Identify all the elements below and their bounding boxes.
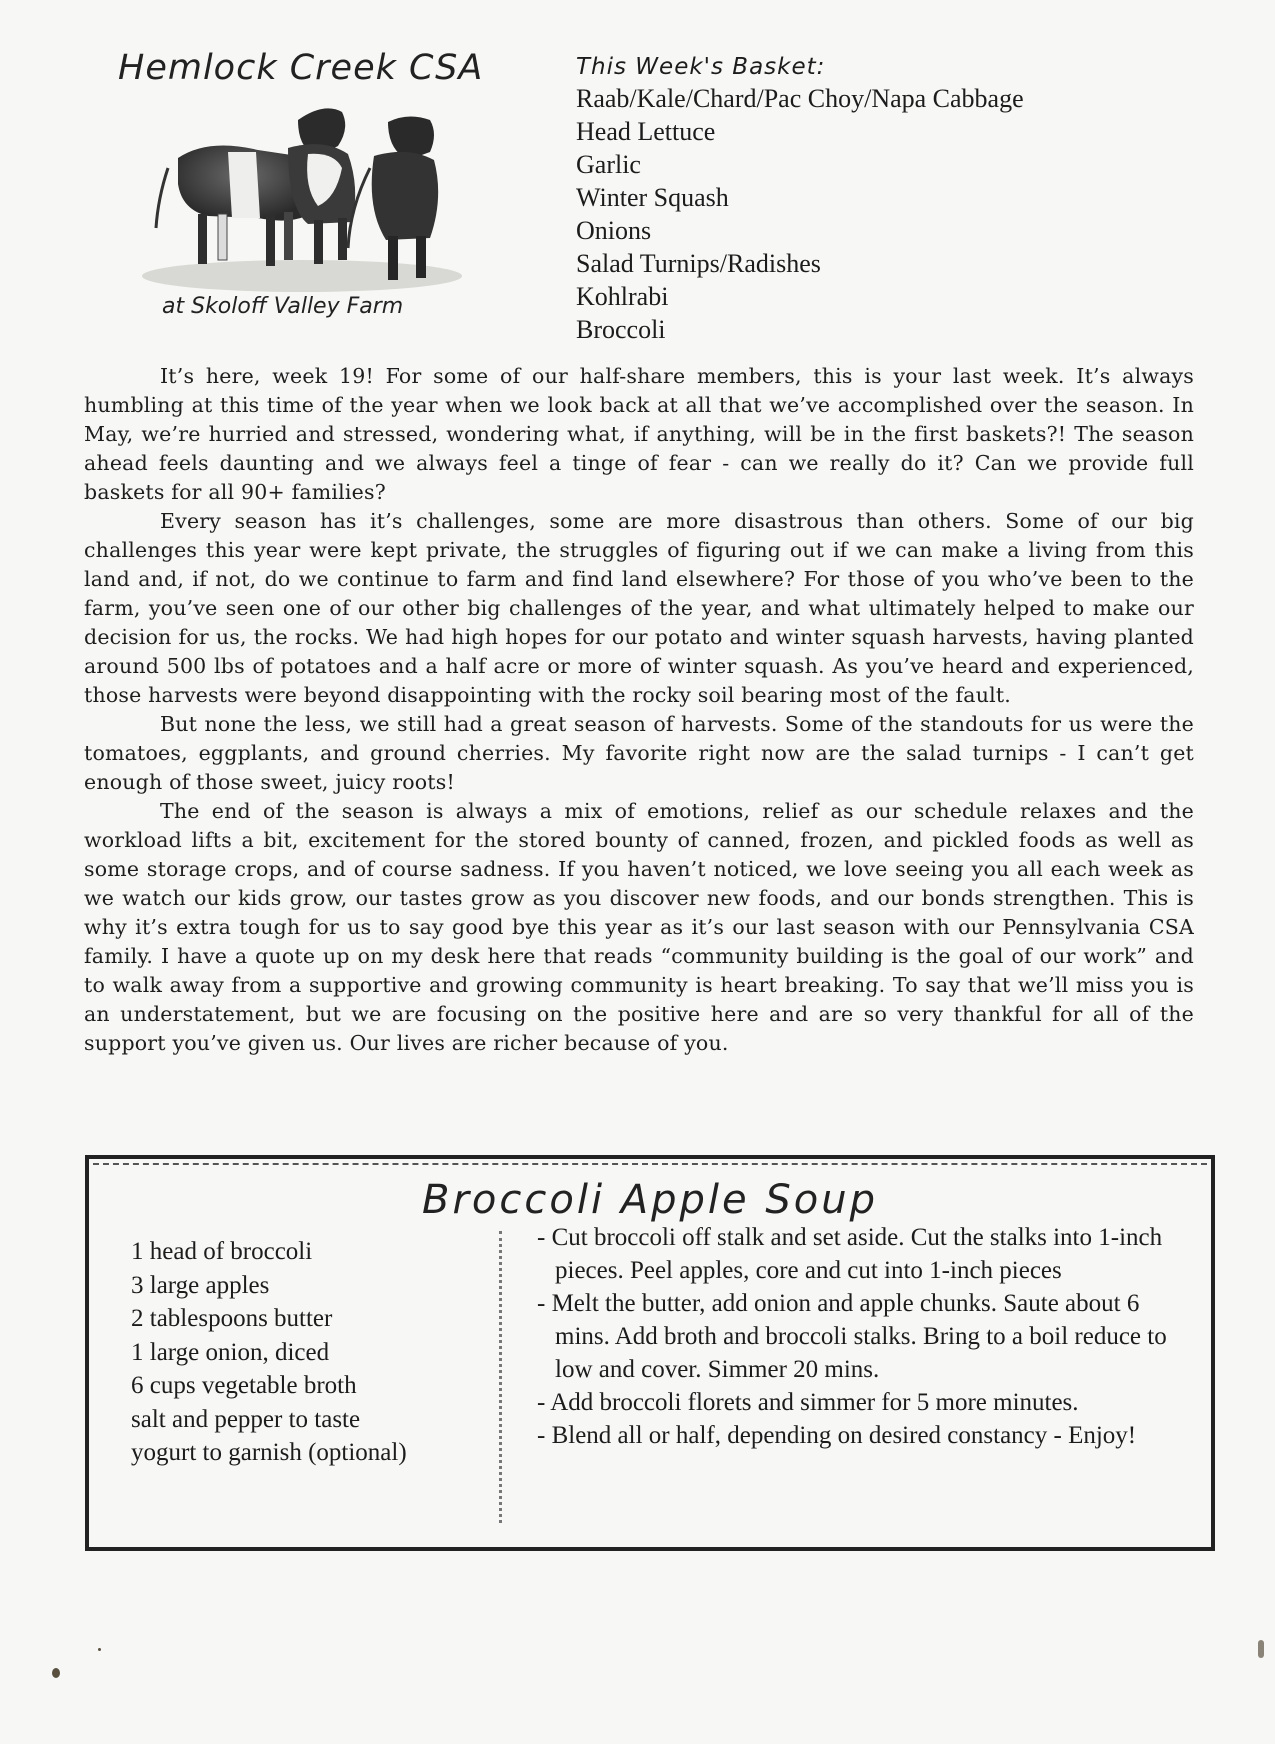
recipe-box	[85, 1155, 1215, 1551]
ingredient: 1 head of broccoli	[131, 1238, 313, 1265]
basket-item: Broccoli	[576, 315, 666, 344]
basket-item: Garlic	[576, 150, 641, 179]
recipe-step: - Add broccoli florets and simmer for 5 more minutes.	[537, 1389, 1079, 1416]
cow-left	[156, 146, 307, 267]
cows-illustration	[138, 98, 466, 294]
basket-heading: This Week's Basket:	[576, 54, 826, 80]
basket-item: Winter Squash	[576, 183, 729, 212]
paper-speck	[1258, 1640, 1264, 1658]
basket-item: Kohlrabi	[576, 282, 669, 311]
recipe-title: Broccoli Apple Soup	[422, 1177, 878, 1223]
cow-middle	[288, 108, 355, 264]
letter-paragraph: Every season has it’s challenges, some are more disastrous than others. Some of our big challenges this year were kept private, the struggles of figuring out if we can make a living from this land and, if not, do we continue to farm and find land elsewhere? For those of you who’ve been to the farm, you’ve seen one of our other big challenges of the year, and what ultimately helped to make our decision for us, the rocks. We had high hopes for our potato and winter squash harvests, having planted around 500 lbs of potatoes and a half acre or more of winter squash. As you’ve heard and experienced, those harvests were beyond disappointing with the rocky soil bearing most of the fault.	[84, 509, 1194, 707]
basket-item: Onions	[576, 216, 652, 245]
recipe-step: - Blend all or half, depending on desired constancy - Enjoy!	[537, 1422, 1137, 1449]
masthead-title: Hemlock Creek CSA	[118, 48, 484, 88]
weekly-basket	[576, 54, 1216, 346]
paper-speck	[98, 1648, 101, 1651]
ingredient: salt and pepper to taste	[131, 1405, 361, 1433]
newsletter-letter	[84, 362, 1194, 1058]
column-divider	[499, 1231, 502, 1523]
ingredient: 1 large onion, diced	[131, 1338, 330, 1366]
masthead-subtitle: at Skoloff Valley Farm	[162, 294, 404, 319]
ingredient: yogurt to garnish (optional)	[131, 1439, 407, 1466]
basket-item: Raab/Kale/Chard/Pac Choy/Napa Cabbage	[576, 84, 1024, 113]
basket-item: Salad Turnips/Radishes	[576, 249, 821, 278]
ingredient: 3 large apples	[131, 1271, 270, 1299]
recipe-step: - Cut broccoli off stalk and set aside. Cut the stalks into 1-inch pieces. Peel apples, core and cut into 1-inch pieces	[537, 1224, 1163, 1284]
basket-item: Head Lettuce	[576, 117, 716, 146]
recipe-steps	[537, 1221, 1187, 1452]
recipe-step: - Melt the butter, add onion and apple chunks. Saute about 6 mins. Add broth and broccoli stalks. Bring to a boil reduce to low and cover. Simmer 20 mins.	[537, 1290, 1167, 1383]
letter-paragraph: The end of the season is always a mix of emotions, relief as our schedule relaxes and the workload lifts a bit, excitement for the stored bounty of canned, frozen, and pickled foods as well as some storage crops, and of course sadness. If you haven’t noticed, we love seeing you all each week as we watch our kids grow, our tastes grow as you discover new foods, and our bonds strengthen. This is why it’s extra tough for us to say good bye this year as it’s our last season with our Pennsylvania CSA family. I have a quote up on my desk here that reads “community building is the goal of our work” and to walk away from a supportive and growing community is heart breaking. To say that we’ll miss you is an understatement, but we are focusing on the positive here and are so very thankful for all of the support you’ve given us. Our lives are richer because of you.	[84, 799, 1194, 1055]
letter-paragraph: It’s here, week 19! For some of our half-share members, this is your last week. It’s always humbling at this time of the year when we look back at all that we’ve accomplished over the season. In May, we’re hurried and stressed, wondering what, if anything, will be in the first baskets?! The season ahead feels daunting and we always feel a tinge of fear - can we really do it? Can we provide full baskets for all 90+ families?	[84, 364, 1194, 504]
cow-right	[348, 116, 438, 280]
paper-speck	[52, 1668, 60, 1678]
letter-paragraph: But none the less, we still had a great season of harvests. Some of the standouts for us were the tomatoes, eggplants, and ground cherries. My favorite right now are the salad turnips - I can’t get enough of those sweet, juicy roots!	[84, 712, 1194, 794]
ingredient-list	[131, 1235, 471, 1470]
ingredient: 6 cups vegetable broth	[131, 1372, 357, 1399]
ingredient: 2 tablespoons butter	[131, 1305, 333, 1332]
